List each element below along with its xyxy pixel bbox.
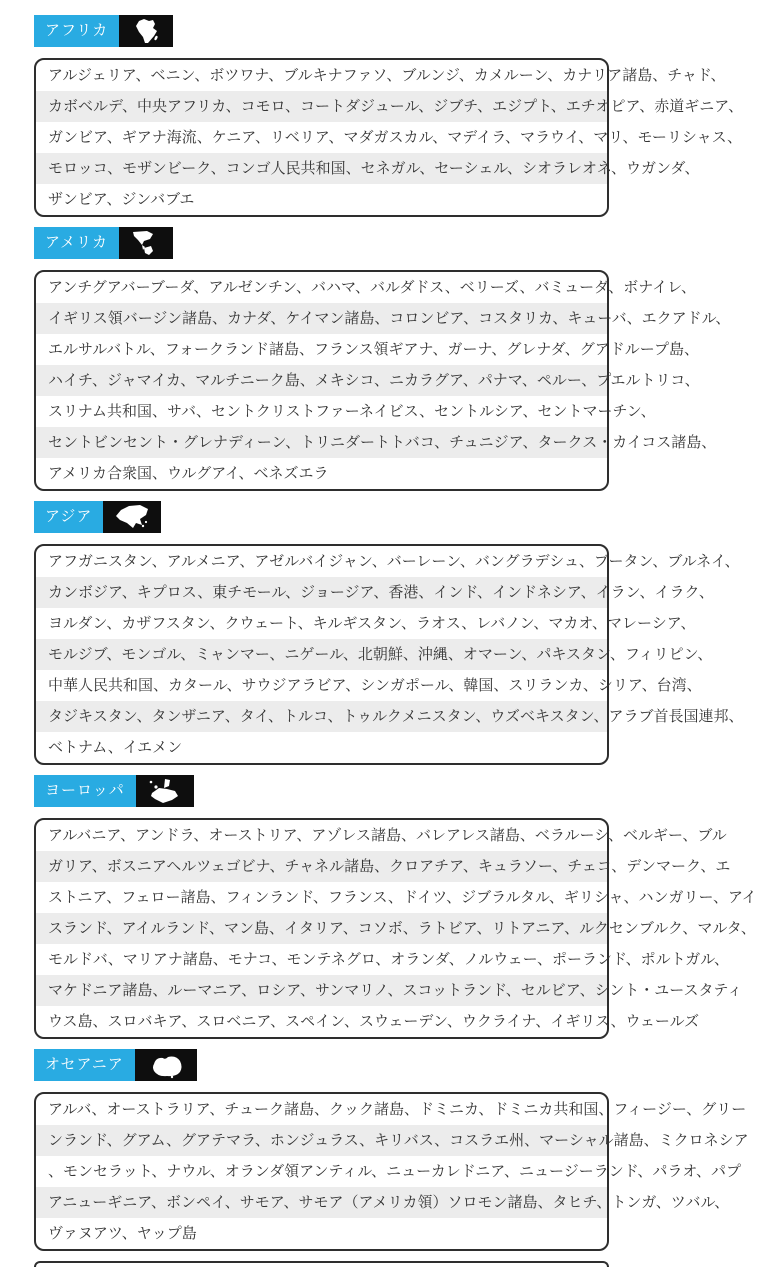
region-header-asia <box>34 501 161 533</box>
country-line: エルサルバトル、フォークランド諸島、フランス領ギアナ、ガーナ、グレナダ、グアドループ島、 <box>48 341 700 358</box>
country-line: マケドニア諸島、ルーマニア、ロシア、サンマリノ、スコットランド、セルビア、シント・ユースタティ <box>36 975 607 1006</box>
country-line: 、モンセラット、ナウル、オランダ領アンティル、ニューカレドニア、ニュージーランド、パラオ、パプ <box>48 1163 742 1180</box>
region-label-asia: アジア <box>34 501 103 533</box>
region-label-americas: アメリカ <box>34 227 119 259</box>
section-americas <box>34 227 731 491</box>
americas-icon <box>119 227 173 259</box>
country-line: イギリス領バージン諸島、カナダ、ケイマン諸島、コロンビア、コスタリカ、キューバ、エクアドル、 <box>36 303 607 334</box>
country-line: ウス島、スロバキア、スロベニア、スペイン、スウェーデン、ウクライナ、イギリス、ウェールズ <box>48 1013 700 1030</box>
country-list-americas <box>34 270 731 491</box>
section-europe <box>34 775 757 1039</box>
country-line: ガンビア、ギアナ海流、ケニア、リベリア、マダガスカル、マデイラ、マラウイ、マリ、モーリシャス、 <box>48 129 743 146</box>
country-line: アルバニア、アンドラ、オーストリア、アゾレス諸島、バレアレス諸島、ベラルーシ、ベルギー、ブル <box>48 827 727 844</box>
section-africa <box>34 15 744 217</box>
country-line: カボベルデ、中央アフリカ、コモロ、コートダジュール、ジブチ、エジプト、エチオピア、赤道ギニア、 <box>36 91 607 122</box>
country-line: モロッコ、モザンビーク、コンゴ人民共和国、セネガル、セーシェル、シオラレオネ、ウガンダ、 <box>36 153 607 184</box>
country-line: ンランド、グアム、グアテマラ、ホンジュラス、キリバス、コスラエ州、マーシャル諸島、ミクロネシア <box>36 1125 607 1156</box>
country-line: ガリア、ボスニアヘルツェゴビナ、チャネル諸島、クロアチア、キュラソー、チェコ、デンマーク、エ <box>36 851 607 882</box>
country-line: ヴァヌアツ、ヤップ島 <box>48 1225 197 1242</box>
section-oceania <box>34 1049 749 1251</box>
country-line: スリナム共和国、サバ、セントクリストファーネイビス、セントルシア、セントマーチン、 <box>48 403 656 420</box>
country-line: ヨルダン、カザフスタン、クウェート、キルギスタン、ラオス、レバノン、マカオ、マレーシア、 <box>48 615 696 632</box>
section-asia <box>34 501 744 765</box>
country-list-africa <box>34 58 744 217</box>
country-line: アメリカ合衆国、ウルグアイ、ベネズエラ <box>48 465 329 482</box>
region-label-africa: アフリカ <box>34 15 119 47</box>
region-label-oceania: オセアニア <box>34 1049 135 1081</box>
africa-icon <box>119 15 173 47</box>
country-line: ザンビア、ジンバブエ <box>48 191 195 208</box>
country-line: アンチグアバーブーダ、アルゼンチン、バハマ、バルダドス、ベリーズ、バミューダ、ボナイレ、 <box>48 279 697 296</box>
country-line: 中華人民共和国、カタール、サウジアラビア、シンガポール、韓国、スリランカ、シリア、台湾、 <box>48 677 702 694</box>
next-box-top-edge <box>34 1261 609 1267</box>
region-label-europe: ヨーロッパ <box>34 775 136 807</box>
country-list-asia <box>34 544 744 765</box>
oceania-icon <box>135 1049 197 1081</box>
country-line: アフガニスタン、アルメニア、アゼルバイジャン、バーレーン、バングラデシュ、ブータン、ブルネイ、 <box>48 553 740 570</box>
country-line: モルドバ、マリアナ諸島、モナコ、モンテネグロ、オランダ、ノルウェー、ポーランド、ポルトガル、 <box>48 951 730 968</box>
country-line: アルバ、オーストラリア、チューク諸島、クック諸島、ドミニカ、ドミニカ共和国、フィージー、グリー <box>48 1101 747 1118</box>
country-line: アニューギニア、ボンペイ、サモア、サモア（アメリカ領）ソロモン諸島、タヒチ、トンガ、ツバル、 <box>36 1187 607 1218</box>
country-line: アルジェリア、ベニン、ボツワナ、ブルキナファソ、ブルンジ、カメルーン、カナリア諸島、チャド、 <box>48 67 726 84</box>
country-list-oceania <box>34 1092 749 1251</box>
country-line: タジキスタン、タンザニア、タイ、トルコ、トゥルクメニスタン、ウズベキスタン、アラブ首長国連邦、 <box>36 701 607 732</box>
country-list-europe <box>34 818 757 1039</box>
region-header-africa <box>34 15 173 47</box>
country-line: モルジブ、モンゴル、ミャンマー、ニゲール、北朝鮮、沖縄、オマーン、パキスタン、フィリピン、 <box>36 639 607 670</box>
country-line: セントビンセント・グレナディーン、トリニダートトバコ、チュニジア、タークス・カイコス諸島、 <box>36 427 607 458</box>
country-line: ハイチ、ジャマイカ、マルチニーク島、メキシコ、ニカラグア、パナマ、ペルー、プエルトリコ、 <box>36 365 607 396</box>
country-line: ストニア、フェロー諸島、フィンランド、フランス、ドイツ、ジブラルタル、ギリシャ、ハンガリー、アイ <box>48 889 757 906</box>
region-header-americas <box>34 227 173 259</box>
asia-icon <box>103 501 161 533</box>
region-header-oceania <box>34 1049 197 1081</box>
europe-icon <box>136 775 194 807</box>
region-header-europe <box>34 775 194 807</box>
country-line: スランド、アイルランド、マン島、イタリア、コソボ、ラトビア、リトアニア、ルクセンブルク、マルタ、 <box>36 913 607 944</box>
country-line: カンボジア、キプロス、東チモール、ジョージア、香港、インド、インドネシア、イラン、イラク、 <box>36 577 607 608</box>
country-line: ベトナム、イエメン <box>48 739 183 756</box>
